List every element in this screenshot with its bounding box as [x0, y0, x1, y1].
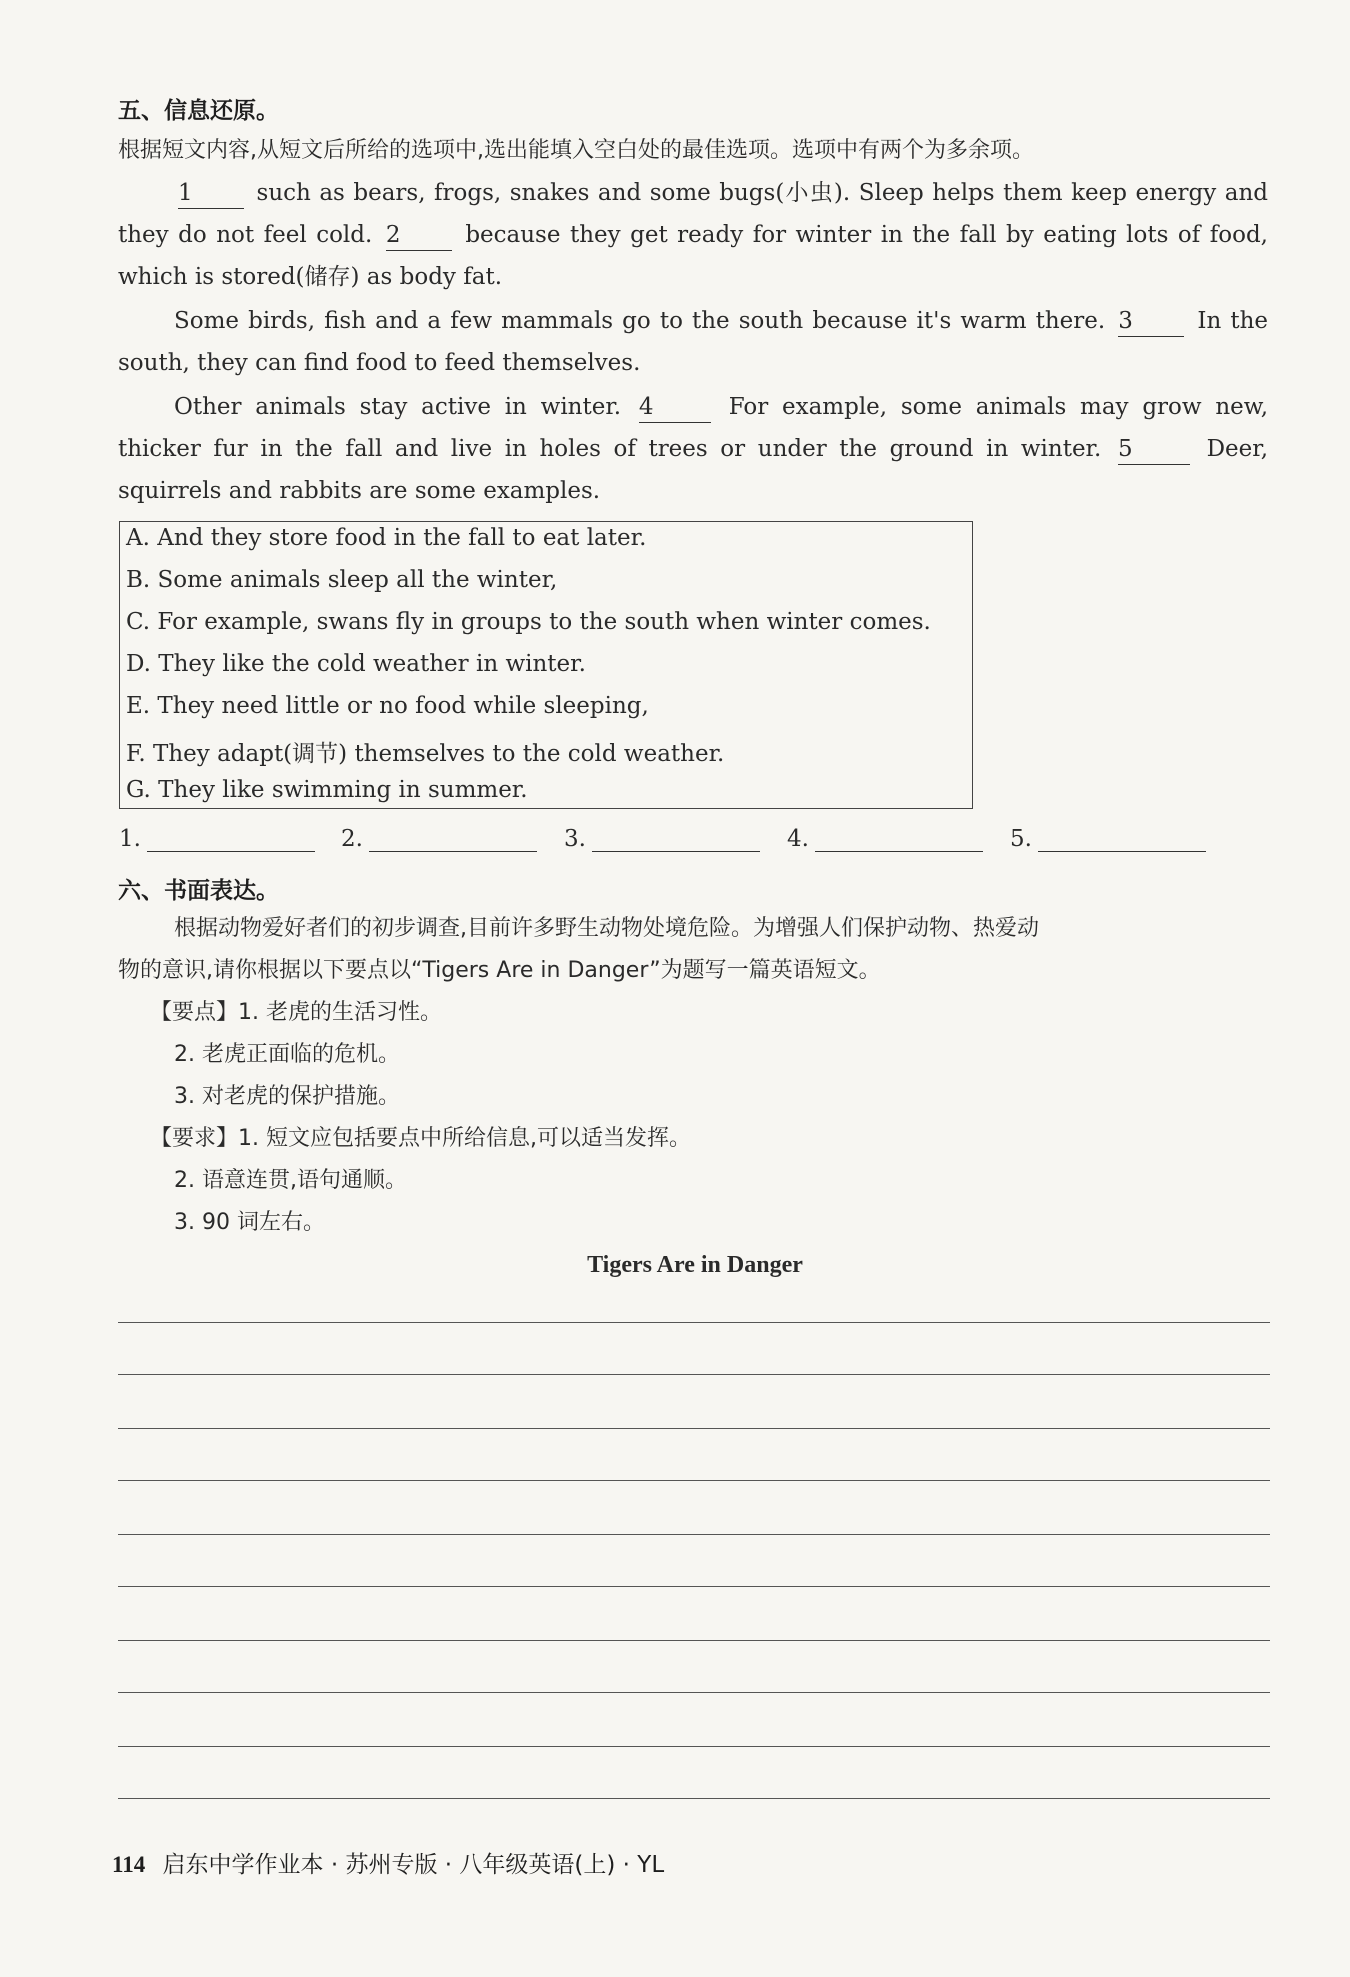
- answer-4[interactable]: 4.: [787, 826, 983, 852]
- answer-5[interactable]: 5.: [1010, 826, 1206, 852]
- answer-3[interactable]: 3.: [564, 826, 760, 852]
- blank-1[interactable]: 1: [178, 178, 244, 209]
- point-1: 【要点】1. 老虎的生活习性。: [150, 1000, 442, 1025]
- writing-line[interactable]: [118, 1692, 1270, 1693]
- passage-line-2: they do not feel cold. 2 because they get ready for winter in the fall by eating lots of food,: [118, 214, 1268, 256]
- point-3: 3. 对老虎的保护措施。: [174, 1084, 400, 1109]
- requirement-3: 3. 90 词左右。: [174, 1210, 325, 1235]
- requirement-1: 【要求】1. 短文应包括要点中所给信息,可以适当发挥。: [150, 1126, 691, 1151]
- option-g: G. They like swimming in summer.: [126, 777, 528, 803]
- essay-title: Tigers Are in Danger: [587, 1252, 803, 1278]
- section5-instruction: 根据短文内容,从短文后所给的选项中,选出能填入空白处的最佳选项。选项中有两个为多余项。: [118, 138, 1034, 163]
- answer-line[interactable]: [592, 827, 760, 852]
- option-e: E. They need little or no food while sleeping,: [126, 693, 649, 719]
- option-b: B. Some animals sleep all the winter,: [126, 567, 558, 593]
- page-footer: [112, 1846, 664, 1879]
- passage-line-7: thicker fur in the fall and live in holes of trees or under the ground in winter. 5 Deer,: [118, 428, 1268, 470]
- passage-line-5: south, they can find food to feed themselves.: [118, 350, 641, 376]
- requirement-2: 2. 语意连贯,语句通顺。: [174, 1168, 407, 1193]
- blank-5[interactable]: 5: [1118, 434, 1190, 465]
- section6-intro-2: 物的意识,请你根据以下要点以“Tigers Are in Danger”为题写一篇英语短文。: [118, 958, 881, 983]
- writing-line[interactable]: [118, 1798, 1270, 1799]
- passage-line-6: Other animals stay active in winter. 4 For example, some animals may grow new,: [174, 386, 1268, 428]
- section6-heading: 六、书面表达。: [118, 878, 279, 904]
- page-number: 114: [112, 1852, 146, 1877]
- writing-line[interactable]: [118, 1374, 1270, 1375]
- answer-line[interactable]: [815, 827, 983, 852]
- writing-line[interactable]: [118, 1428, 1270, 1429]
- answer-1[interactable]: 1.: [119, 826, 315, 852]
- passage-line-4: Some birds, fish and a few mammals go to the south because it's warm there. 3 In the: [174, 300, 1268, 342]
- passage-line-1: 1 such as bears, frogs, snakes and some bugs(小虫). Sleep helps them keep energy and: [174, 172, 1268, 214]
- writing-line[interactable]: [118, 1586, 1270, 1587]
- book-title: 启东中学作业本 · 苏州专版 · 八年级英语(上) · YL: [162, 1852, 665, 1878]
- answer-line[interactable]: [1038, 827, 1206, 852]
- writing-line[interactable]: [118, 1746, 1270, 1747]
- writing-line[interactable]: [118, 1480, 1270, 1481]
- section6-intro-1: 根据动物爱好者们的初步调查,目前许多野生动物处境危险。为增强人们保护动物、热爱动: [174, 916, 1039, 941]
- blank-3[interactable]: 3: [1118, 306, 1184, 337]
- blank-4[interactable]: 4: [639, 392, 711, 423]
- option-a: A. And they store food in the fall to eat later.: [126, 525, 647, 551]
- answer-2[interactable]: 2.: [341, 826, 537, 852]
- writing-line[interactable]: [118, 1640, 1270, 1641]
- option-d: D. They like the cold weather in winter.: [126, 651, 586, 677]
- writing-line[interactable]: [118, 1534, 1270, 1535]
- passage-line-8: squirrels and rabbits are some examples.: [118, 478, 601, 504]
- options-box: [119, 521, 973, 809]
- passage-line-3: which is stored(储存) as body fat.: [118, 264, 503, 290]
- option-f: F. They adapt(调节) themselves to the cold weather.: [126, 741, 725, 767]
- answer-line[interactable]: [147, 827, 315, 852]
- section5-heading: 五、信息还原。: [118, 98, 279, 124]
- blank-2[interactable]: 2: [386, 220, 452, 251]
- writing-line[interactable]: [118, 1322, 1270, 1323]
- option-c: C. For example, swans fly in groups to the south when winter comes.: [126, 609, 931, 635]
- answer-line[interactable]: [369, 827, 537, 852]
- point-2: 2. 老虎正面临的危机。: [174, 1042, 400, 1067]
